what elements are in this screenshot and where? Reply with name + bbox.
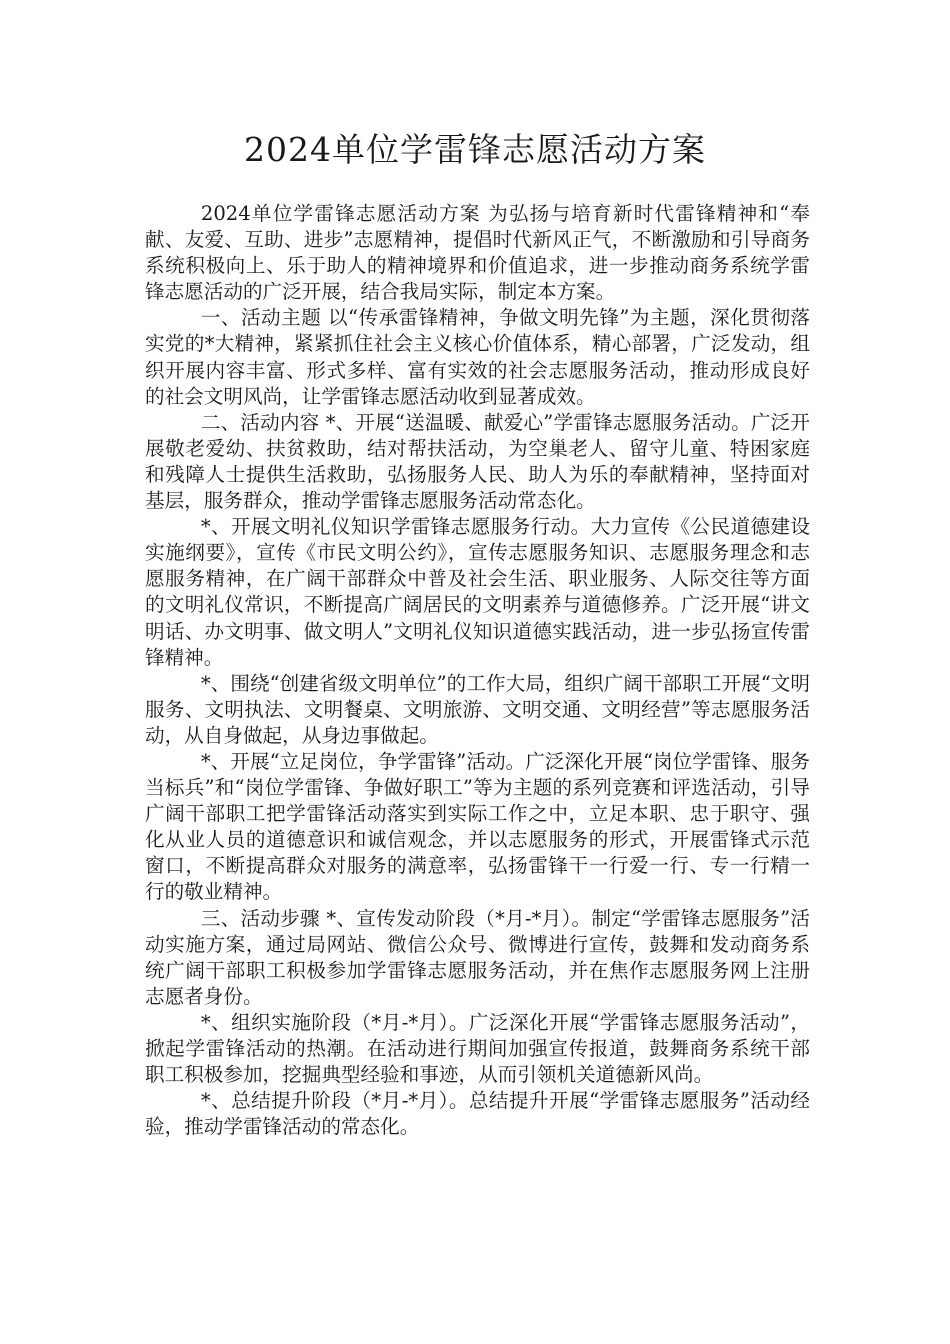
document-body	[145, 201, 810, 1140]
paragraph-implementation: *、组织实施阶段（*月-*月）。广泛深化开展“学雷锋志愿服务活动”，掀起学雷锋活动的热潮。在活动进行期间加强宣传报道，鼓舞商务系统干部职工积极参加，挖掘典型经验和事迹，从而引领机关道德新风尚。	[145, 1010, 810, 1087]
paragraph-activity-steps: 三、活动步骤 *、宣传发动阶段（*月-*月）。制定“学雷锋志愿服务”活动实施方案，通过局网站、微信公众号、微博进行宣传，鼓舞和发动商务系统广阔干部职工积极参加学雷锋志愿服务活动，并在焦作志愿服务网上注册志愿者身份。	[145, 906, 810, 1008]
paragraph-activity-content: 二、活动内容 *、开展“送温暖、献爱心”学雷锋志愿服务活动。广泛开展敬老爱幼、扶贫救助，结对帮扶活动，为空巢老人、留守儿童、特困家庭和残障人士提供生活救助，弘扬服务人民、助人为乐的奉献精神，坚持面对基层，服务群众，推动学雷锋志愿服务活动常态化。	[145, 410, 810, 513]
document-title: 2024单位学雷锋志愿活动方案	[244, 130, 706, 169]
paragraph-post-learning: *、开展“立足岗位，争学雷锋”活动。广泛深化开展“岗位学雷锋、服务当标兵”和“岗位学雷锋、争做好职工”等为主题的系列竞赛和评选活动，引导广阔干部职工把学雷锋活动落实到实际工作之中，立足本职、忠于职守、强化从业人员的道德意识和诚信观念，并以志愿服务的形式，开展雷锋式示范窗口，不断提高群众对服务的满意率，弘扬雷锋干一行爱一行、专一行精一行的敬业精神。	[145, 749, 810, 904]
paragraph-civilized-unit: *、围绕“创建省级文明单位”的工作大局，组织广阔干部职工开展“文明服务、文明执法、文明餐桌、文明旅游、文明交通、文明经营”等志愿服务活动，从自身做起，从身边事做起。	[145, 671, 810, 747]
paragraph-intro: 2024单位学雷锋志愿活动方案 为弘扬与培育新时代雷锋精神和“奉献、友爱、互助、进步”志愿精神，提倡时代新风正气，不断激励和引导商务系统积极向上、乐于助人的精神境界和价值追求，进一步推动商务系统学雷锋志愿活动的广泛开展，结合我局实际，制定本方案。	[145, 202, 810, 304]
paragraph-activity-theme: 一、活动主题 以“传承雷锋精神，争做文明先锋”为主题，深化贯彻落实党的*大精神，紧紧抓住社会主义核心价值体系，精心部署，广泛发动，组织开展内容丰富、形式多样、富有实效的社会志愿服务活动，推动形成良好的社会文明风尚，让学雷锋志愿活动收到显著成效。	[145, 306, 810, 408]
paragraph-summary: *、总结提升阶段（*月-*月）。总结提升开展“学雷锋志愿服务”活动经验，推动学雷锋活动的常态化。	[145, 1089, 810, 1139]
paragraph-etiquette-action: *、开展文明礼仪知识学雷锋志愿服务行动。大力宣传《公民道德建设实施纲要》，宣传《市民文明公约》，宣传志愿服务知识、志愿服务理念和志愿服务精神，在广阔干部群众中普及社会生活、职业服务、人际交往等方面的文明礼仪常识，不断提高广阔居民的文明素养与道德修养。广泛开展“讲文明话、办文明事、做文明人”文明礼仪知识道德实践活动，进一步弘扬宣传雷锋精神。	[145, 515, 810, 669]
